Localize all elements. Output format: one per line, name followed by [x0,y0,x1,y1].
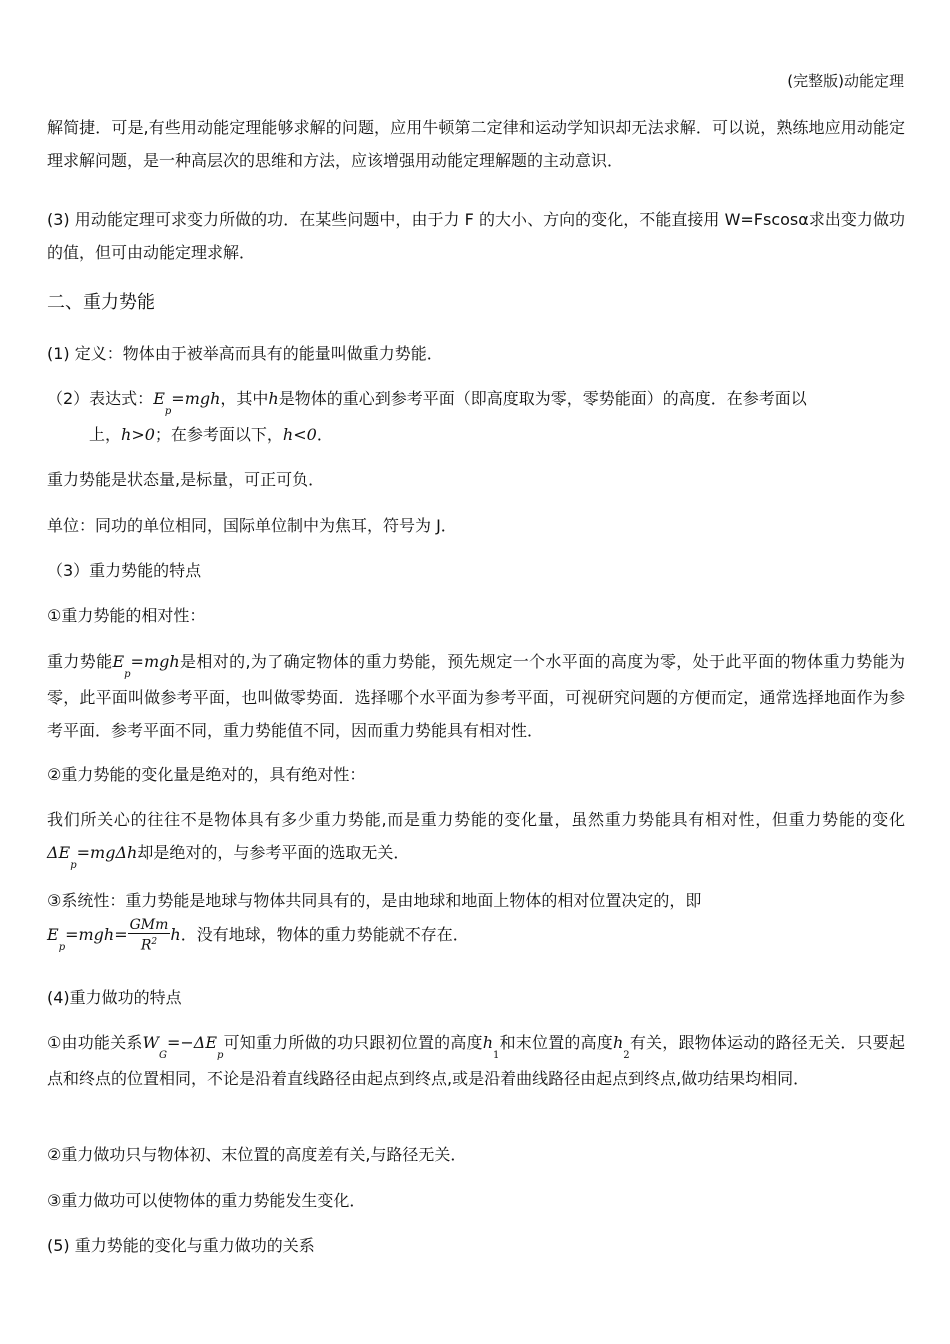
rel-formula-sub: p [124,669,131,680]
work1-h2: h [612,1033,624,1052]
formula-ep-rhs: =mgh [171,389,221,408]
formula-ep-sub: p [164,406,172,417]
sys-formula-lhs: E [47,924,59,944]
cond-below: h<0 [282,425,317,444]
rel-text-b: 是相对的,为了确定物体的重力势能，预先规定一个水平面的高度为零，处于此平面的物体重力势能为零，此平面叫做参考平面，也叫做零势面．选择哪个水平面为参考平面，可视研究问题的方便而定，通常选择地面作为参考平面．参考平面不同，重力势能值不同，因而重力势能具有相对性． [47,652,905,740]
paragraph-absoluteness [47,803,905,872]
cond-above: h>0 [121,425,155,444]
header-doc-title: (完整版)动能定理 [787,72,904,90]
paragraph-unit: 单位：同功的单位相同，国际单位制中为焦耳，符号为 J． [47,516,457,535]
work1-formula-mid: =−ΔE [166,1033,218,1052]
paragraph-variable-force-work: (3) 用动能定理可求变力所做的功．在某些问题中，由于力 F 的大小、方向的变化，不能直接用 W=Fscosα求出变力做功的值，但可由动能定理求解． [47,210,905,262]
paragraph-definition: (1) 定义：物体由于被举高而具有的能量叫做重力势能． [47,344,443,363]
abs-text-b: 却是绝对的，与参考平面的选取无关． [137,843,410,862]
formula-ep-lhs: E [153,389,165,408]
paragraph-expression [47,382,905,451]
sys-formula-sub: p [58,941,66,953]
expr-line2-c: ． [316,425,333,444]
sys-formula-tail: h [170,924,181,944]
paragraph-system [47,884,905,954]
work1-h1-sub: 1 [493,1050,500,1061]
expr-mid2: 是物体的重心到参考平面（即高度取为零，零势能面）的高度．在参考面以 [278,389,807,408]
section-title-gravity-potential: 二、重力势能 [47,292,155,313]
paragraph-relativity [47,645,905,747]
work1-formula-sub2: p [217,1050,224,1061]
paragraph-intro: 解简捷．可是,有些用动能定理能够求解的问题，应用牛顿第二定律和运动学知识却无法求解．可以说，熟练地应用动能定理求解问题，是一种高层次的思维和方法，应该增强用动能定理解题的主动意识． [47,118,905,170]
subheading-gravity-work: (4)重力做功的特点 [47,988,182,1007]
sys-frac-den-base: R [140,937,152,954]
work1-formula-lhs: W [142,1033,159,1052]
sys-text-a: ③系统性：重力势能是地球与物体共同具有的，是由地球和地面上物体的相对位置决定的，即 [47,891,702,910]
work1-h1: h [482,1033,494,1052]
work1-h2-sub: 2 [623,1050,630,1061]
paragraph-state-quantity: 重力势能是状态量,是标量，可正可负． [47,470,325,489]
abs-text-a: 我们所关心的往往不是物体具有多少重力势能,而是重力势能的变化量，虽然重力势能具有相对性，但重力势能的变化 [47,810,905,829]
sys-frac-den [128,934,171,954]
abs-formula-rhs: =mgΔh [76,843,138,862]
work1-text-d: 有关，跟物体运动的路径无关．只要起点和终点的位置相同，不论是沿着直线路径由起点到终点,或是沿着曲线路径由起点到终点,做功结果均相同． [47,1033,905,1088]
rel-formula-rhs: =mgh [130,652,180,671]
rel-text-a: 重力势能 [47,652,113,671]
expr-mid1: ，其中 [220,389,269,408]
work1-formula-sub1: G [158,1050,167,1061]
expr-prefix: （2）表达式： [47,389,154,408]
sys-frac-den-sup: 2 [151,937,158,947]
sys-formula-mid: =mgh= [65,924,128,944]
work1-text-b: 可知重力所做的功只跟初位置的高度 [223,1033,483,1052]
subheading-absoluteness: ②重力势能的变化量是绝对的，具有绝对性： [47,765,366,784]
work1-text-a: ①由功能关系 [47,1033,143,1052]
abs-formula-sub: p [70,860,77,871]
paragraph-gravity-work-2: ②重力做功只与物体初、末位置的高度差有关,与路径无关． [47,1145,467,1164]
sys-frac-num: GMm [129,917,169,933]
work1-text-c: 和末位置的高度 [499,1033,613,1052]
expr-line2-b: ；在参考面以下， [154,425,283,444]
expr-line2-a: 上， [89,425,122,444]
abs-formula-lhs: ΔE [47,843,71,862]
subheading-relation: (5) 重力势能的变化与重力做功的关系 [47,1236,315,1255]
paragraph-gravity-work-3: ③重力做功可以使物体的重力势能发生变化． [47,1191,366,1210]
var-h: h [268,389,279,408]
rel-formula-lhs: E [112,652,125,671]
subheading-relativity: ①重力势能的相对性： [47,606,206,625]
paragraph-gravity-work-1 [47,1026,905,1095]
sys-fraction [128,917,171,954]
subheading-features: （3）重力势能的特点 [47,561,202,580]
sys-text-b: ．没有地球，物体的重力势能就不存在． [180,924,469,944]
